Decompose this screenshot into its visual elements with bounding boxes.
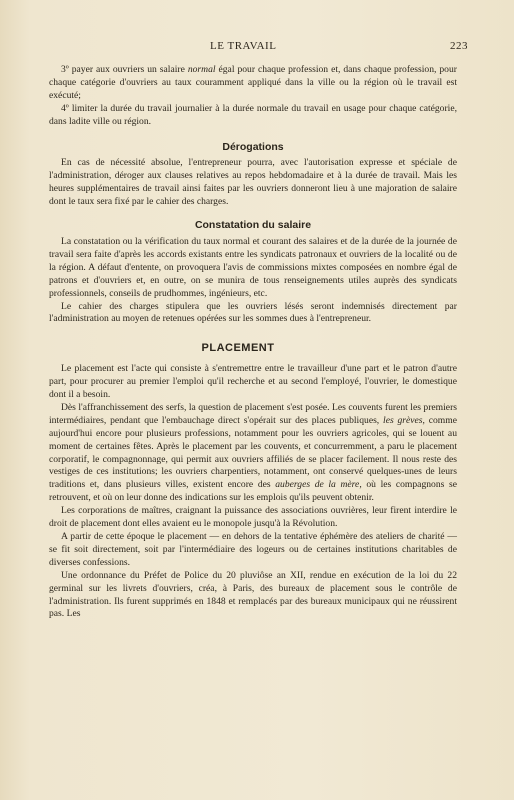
list-item-4: 4º limiter la durée du travail journalier à la durée normale du travail en usage pour chaque catégorie, dans ladite ville ou région. [49, 102, 457, 127]
placement-paragraph-2: Dès l'affranchissement des serfs, la question de placement s'est posée. Les couvents furent les premiers intermédiaires, pendant que l'embauchage direct s'opérait sur des places publiques, les grèves, comme aujourd'hui encore pour plusieurs professions, notamment pour les ouvriers agricoles, qui se louent au moment de certaines fêtes. Après le placement par les couvents, et concurremment, a paru le placement corporatif, le compagnonnage, qui permit aux ouvriers affiliés de se placer facilement. Il nous reste des vestiges de ces institutions; les ouvriers charpentiers, notamment, ont conservé quelques-unes de leurs traditions et, dans plusieurs villes, existent encore des auberges de la mère, où les compagnons se retrouvent, et où on leur donne des indications sur les emplois qu'ils peuvent obtenir. [49, 401, 457, 504]
page-body [49, 64, 457, 621]
placement-paragraph-1: Le placement est l'acte qui consiste à s'entremettre entre le travailleur d'une part et le patron d'autre part, pour procurer au premier l'emploi qu'il recherche et au second l'employé, l'ouvrier, le domestique dont il a besoin. [49, 363, 457, 401]
heading-placement: PLACEMENT [201, 342, 275, 355]
placement-paragraph-4: A partir de cette époque le placement — en dehors de la tentative éphémère des ateliers de charité — se fit soit directement, soit par l'intermédiaire des logeurs ou de certaines institutions charitables de diverses confessions. [49, 531, 457, 568]
heading-derogations: Dérogations [222, 140, 284, 153]
emphasis-auberges: auberges de la mère [275, 479, 360, 491]
placement-paragraph-5: Une ordonnance du Préfet de Police du 20 pluviôse an XII, rendue en exécution de la loi du 22 germinal sur les livrets d'ouvriers, créa, à Paris, des bureaux de placement sous le contrôle de l'administration. Ils furent supprimés en 1848 et remplacés par des bureaux municipaux qui ne réussirent pas. Les [49, 569, 457, 620]
placement-paragraph-3: Les corporations de maîtres, craignant la puissance des associations ouvrières, leur firent interdire le droit de placement dont elles avaient eu le monopole jusqu'à la Révolution. [49, 505, 457, 530]
constatation-paragraph-1: La constatation ou la vérification du taux normal et courant des salaires et de la durée de la journée de travail sera faite d'après les accords existants entre les syndicats patronaux et ouvriers de la localité ou de la région. A défaut d'entente, on provoquera l'avis de commissions mixtes composées en nombre égal de patrons et d'ouvriers et, en outre, on se munira de tous renseignements utiles auprès des syndicats professionnels, conseils de prudhommes, ingénieurs, etc. [49, 235, 457, 299]
running-title: LE TRAVAIL [210, 40, 277, 52]
heading-constatation: Constatation du salaire [194, 219, 312, 232]
derogations-paragraph: En cas de nécessité absolue, l'entrepreneur pourra, avec l'autorisation expresse et spéciale de l'administration, déroger aux clauses relatives au repos hebdomadaire et à la durée de travail. Mais les heures supplémentaires de travail ainsi faites par les ouvriers donneront lieu à une majoration de salaire dont le taux sera fixé par le cahier des charges. [49, 157, 457, 208]
emphasis-greves: les grèves [383, 414, 423, 426]
constatation-paragraph-2: Le cahier des charges stipulera que les ouvriers lésés seront indemnisés directement par l'administration au moyen de retenues opérées sur les sommes dues à l'entrepreneur. [49, 300, 457, 325]
list-item-3: 3º payer aux ouvriers un salaire normal égal pour chaque profession et, dans chaque profession, pour chaque catégorie d'ouvriers au taux couramment appliqué dans la ville ou la région où le travail est exécuté; [49, 64, 457, 101]
page-number: 223 [450, 40, 468, 52]
emphasis-normal: normal [187, 64, 216, 75]
